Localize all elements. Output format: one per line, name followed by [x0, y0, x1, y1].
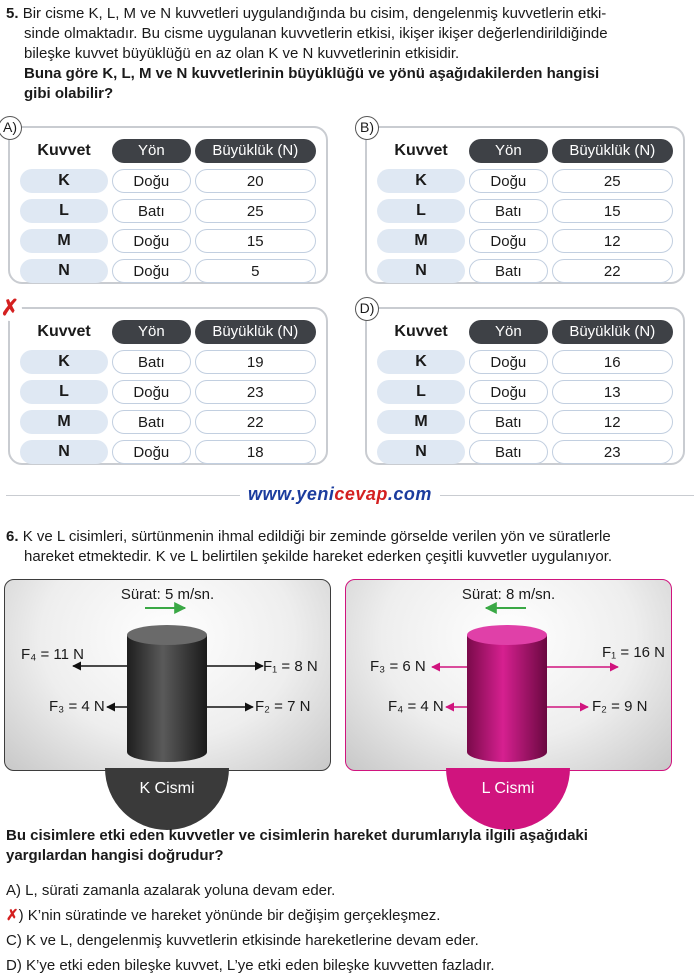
l-f3-label: F₃ = 6 N — [370, 658, 426, 675]
q6-text — [6, 527, 612, 567]
table-row — [377, 377, 673, 407]
table-row — [377, 226, 673, 256]
cell-b: 12 — [552, 410, 673, 434]
cell-yon: Batı — [112, 199, 190, 223]
cell-yon: Doğu — [112, 169, 190, 193]
k-label-badge: K Cismi — [105, 768, 229, 830]
cell-k: K — [377, 169, 465, 193]
header-yon: Yön — [112, 320, 190, 344]
option-d-table[interactable] — [359, 300, 685, 465]
option-a-letter: A) — [0, 116, 22, 140]
cell-yon: Batı — [469, 410, 547, 434]
cell-yon: Doğu — [469, 350, 547, 374]
answer-d[interactable]: D) K’ye etki eden bileşke kuvvet, L’ye etki eden bileşke kuvvetten fazladır. — [6, 957, 495, 974]
cell-b: 15 — [195, 229, 316, 253]
answer-a[interactable]: A) L, sürati zamanla azalarak yoluna devam eder. — [6, 882, 336, 899]
cell-k: L — [20, 199, 108, 223]
header-yon: Yön — [469, 320, 547, 344]
table-row — [20, 437, 316, 467]
l-f1-label: F₁ = 16 N — [602, 644, 666, 661]
table-row — [20, 377, 316, 407]
table-header — [20, 317, 316, 347]
cell-b: 5 — [195, 259, 316, 283]
q6-line-1: K ve L cisimleri, sürtünmenin ihmal edildiği bir zeminde görselde verilen yön ve süratlerle — [22, 528, 611, 545]
table-row — [20, 196, 316, 226]
answer-b[interactable] — [6, 903, 495, 928]
cell-k: N — [377, 259, 465, 283]
k-cylinder-top — [127, 625, 207, 645]
k-scene — [4, 579, 331, 771]
table-header — [377, 317, 673, 347]
k-f1-label: F₁ = 8 N — [263, 658, 318, 675]
cell-yon: Batı — [112, 350, 190, 374]
q6-answers — [6, 878, 495, 978]
cell-yon: Doğu — [469, 229, 547, 253]
table-row — [20, 347, 316, 377]
site-part-3: .com — [387, 484, 432, 504]
cell-k: K — [20, 169, 108, 193]
cell-k: M — [377, 229, 465, 253]
header-kuvvet: Kuvvet — [394, 323, 448, 340]
cell-yon: Batı — [469, 440, 547, 464]
cell-b: 19 — [195, 350, 316, 374]
table-row — [377, 407, 673, 437]
header-buyukluk: Büyüklük (N) — [195, 320, 316, 344]
header-kuvvet: Kuvvet — [37, 142, 91, 159]
header-buyukluk: Büyüklük (N) — [552, 320, 673, 344]
l-diagram — [346, 580, 672, 771]
cell-k: N — [377, 440, 465, 464]
answer-c[interactable]: C) K ve L, dengelenmiş kuvvetlerin etkisinde hareketlerine devam eder. — [6, 932, 479, 949]
cell-k: L — [377, 199, 465, 223]
site-part-1: www.yeni — [248, 484, 335, 504]
table-row — [20, 256, 316, 286]
cell-k: L — [20, 380, 108, 404]
q6-question-1: Bu cisimlere etki eden kuvvetler ve cisimlerin hareket durumlarıyla ilgili aşağıdaki — [6, 827, 588, 844]
header-yon: Yön — [469, 139, 547, 163]
l-f2-label: F₂ = 9 N — [592, 698, 648, 715]
q6-line-2: hareket etmektedir. K ve L belirtilen şekilde hareket ederken çeşitli kuvvetler uygulanıyor. — [24, 548, 613, 565]
k-diagram — [5, 580, 331, 771]
answer-b-mark: ✗ — [6, 907, 19, 924]
q5-line-3: bileşke kuvvet büyüklüğü en az olan K ve N kuvvetlerinin etkisidir. — [24, 45, 460, 62]
l-speed: Sürat: 8 m/sn. — [461, 586, 556, 603]
header-kuvvet: Kuvvet — [394, 142, 448, 159]
cell-yon: Doğu — [112, 440, 190, 464]
option-b-table[interactable] — [360, 119, 685, 284]
q5-question-2: gibi olabilir? — [24, 85, 114, 102]
l-cylinder-top — [467, 625, 547, 645]
cell-yon: Batı — [469, 259, 547, 283]
table-row — [377, 256, 673, 286]
q5-line-1: Bir cisme K, L, M ve N kuvvetleri uygulandığında bu cisim, dengelenmiş kuvvetlerin etki- — [22, 5, 607, 22]
table-header — [377, 136, 673, 166]
option-a-table[interactable] — [3, 119, 328, 284]
cell-b: 12 — [552, 229, 673, 253]
k-f4-label: F₄ = 11 N — [21, 646, 84, 663]
q5-number: 5. — [6, 5, 19, 22]
table-row — [377, 347, 673, 377]
k-speed: Sürat: 5 m/sn. — [120, 586, 215, 603]
table-row — [377, 166, 673, 196]
cell-b: 22 — [195, 410, 316, 434]
q5-question-1: Buna göre K, L, M ve N kuvvetlerinin büyüklüğü ve yönü aşağıdakilerden hangisi — [24, 65, 600, 82]
q5-text — [6, 4, 608, 104]
cell-b: 13 — [552, 380, 673, 404]
cell-yon: Doğu — [112, 259, 190, 283]
option-d-letter: D) — [355, 297, 379, 321]
cell-k: L — [377, 380, 465, 404]
cell-yon: Doğu — [112, 229, 190, 253]
cell-b: 23 — [195, 380, 316, 404]
cell-b: 23 — [552, 440, 673, 464]
site-part-2: cevap — [334, 484, 388, 504]
cell-b: 25 — [195, 199, 316, 223]
site-watermark — [240, 484, 440, 505]
l-scene — [345, 579, 672, 771]
option-c-table[interactable] — [0, 295, 328, 465]
header-buyukluk: Büyüklük (N) — [195, 139, 316, 163]
cell-yon: Batı — [469, 199, 547, 223]
cell-yon: Doğu — [112, 380, 190, 404]
cell-yon: Batı — [112, 410, 190, 434]
k-cylinder — [127, 635, 207, 762]
cell-k: N — [20, 259, 108, 283]
cell-k: M — [20, 229, 108, 253]
cell-k: K — [377, 350, 465, 374]
table-row — [20, 166, 316, 196]
option-b-letter: B) — [355, 116, 379, 140]
cell-k: M — [20, 410, 108, 434]
cell-k: M — [377, 410, 465, 434]
table-row — [377, 196, 673, 226]
header-yon: Yön — [112, 139, 190, 163]
option-c-letter: ✗ — [0, 297, 22, 321]
table-header — [20, 136, 316, 166]
cell-b: 22 — [552, 259, 673, 283]
l-label-badge: L Cismi — [446, 768, 570, 830]
cell-b: 18 — [195, 440, 316, 464]
cell-b: 15 — [552, 199, 673, 223]
cell-b: 25 — [552, 169, 673, 193]
cell-k: K — [20, 350, 108, 374]
table-row — [20, 226, 316, 256]
cell-yon: Doğu — [469, 169, 547, 193]
k-f2-label: F₂ = 7 N — [255, 698, 311, 715]
answer-b-text: ) K’nin süratinde ve hareket yönünde bir değişim gerçekleşmez. — [18, 907, 441, 924]
header-kuvvet: Kuvvet — [37, 323, 91, 340]
q6-question-2: yargılardan hangisi doğrudur? — [6, 847, 224, 864]
k-f3-label: F₃ = 4 N — [49, 698, 105, 715]
q6-number: 6. — [6, 528, 19, 545]
cell-k: N — [20, 440, 108, 464]
cell-b: 20 — [195, 169, 316, 193]
q5-line-2: sinde olmaktadır. Bu cisme uygulanan kuvvetlerin etkisi, ikişer ikişer değerlendirildiğinde — [24, 25, 608, 42]
l-f4-label: F₄ = 4 N — [388, 698, 444, 715]
q6-question — [6, 826, 588, 866]
header-buyukluk: Büyüklük (N) — [552, 139, 673, 163]
table-row — [20, 407, 316, 437]
cell-yon: Doğu — [469, 380, 547, 404]
l-cylinder — [467, 635, 547, 762]
cell-b: 16 — [552, 350, 673, 374]
table-row — [377, 437, 673, 467]
